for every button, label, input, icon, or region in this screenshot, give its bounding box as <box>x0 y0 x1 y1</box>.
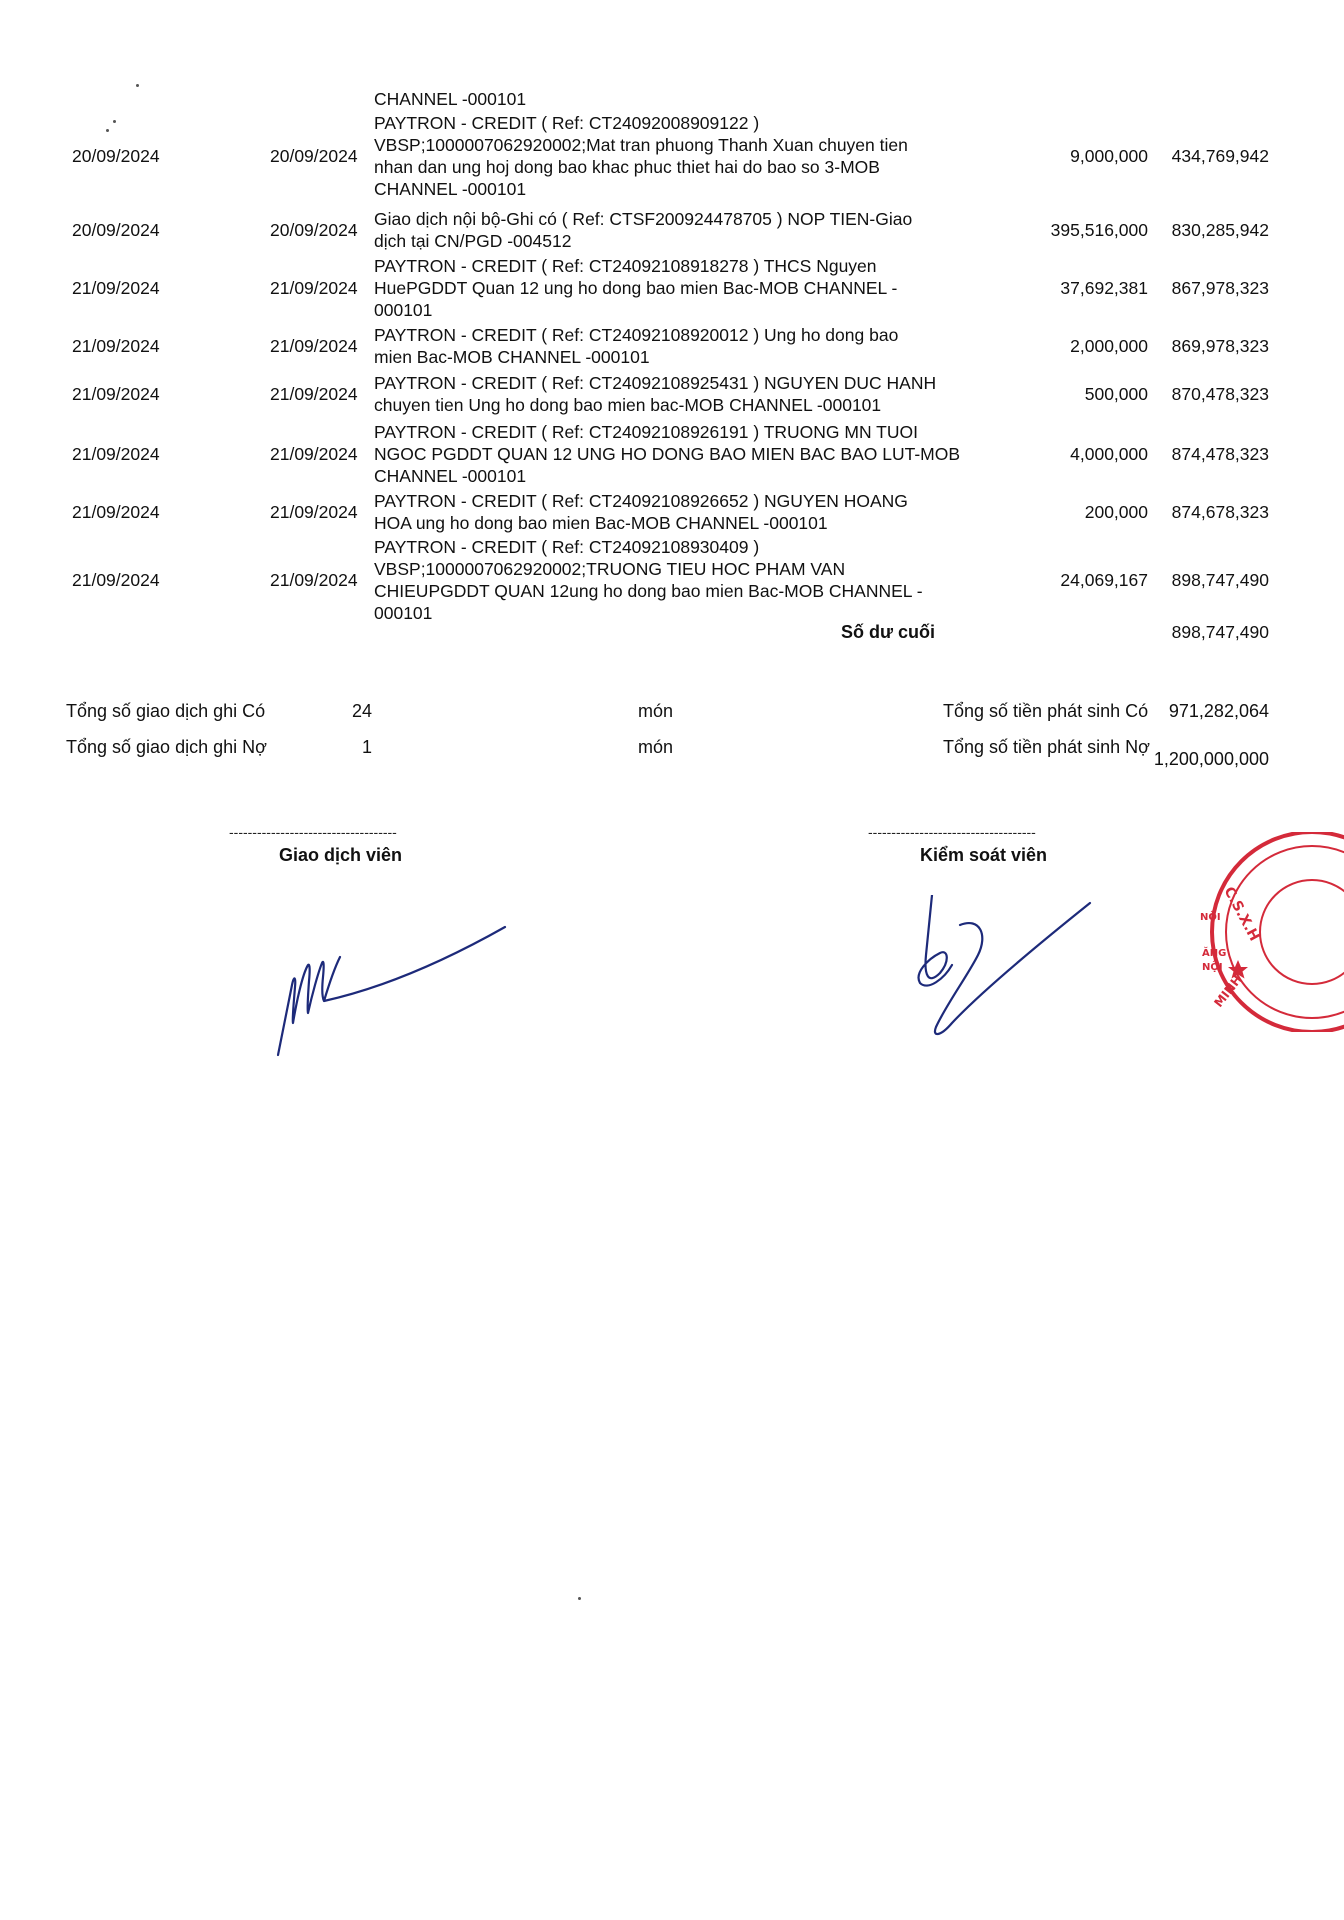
transaction-description <box>374 112 934 200</box>
closing-balance-value: 898,747,490 <box>1171 622 1269 642</box>
stamp-text-left-1: NỘI <box>1200 912 1221 923</box>
description-line: PAYTRON - CREDIT ( Ref: CT24092108920012 ) Ung ho dong bao <box>374 325 899 345</box>
description-line: 000101 <box>374 603 433 623</box>
description-line: PAYTRON - CREDIT ( Ref: CT24092108925431 ) NGUYEN DUC HANH <box>374 373 937 393</box>
debit-count: 1 <box>362 737 373 757</box>
posting-date: 21/09/2024 <box>72 444 160 464</box>
transaction-description <box>374 324 934 368</box>
credit-amount: 500,000 <box>1084 384 1148 404</box>
posting-date: 21/09/2024 <box>72 278 160 298</box>
transaction-row <box>0 254 1344 322</box>
running-balance: 830,285,942 <box>1171 220 1269 240</box>
credit-total-label: Tổng số tiền phát sinh Có <box>943 701 1149 721</box>
description-line: nhan dan ung hoj dong bao khac phuc thiet hai do bao so 3-MOB <box>374 157 880 177</box>
value-date: 21/09/2024 <box>270 444 358 464</box>
controller-label: Kiểm soát viên <box>920 845 1048 865</box>
stamp-text-left-3: NỘI <box>1202 962 1223 973</box>
credit-amount: 9,000,000 <box>1070 146 1148 166</box>
description-line: CHIEUPGDDT QUAN 12ung ho dong bao mien Bac-MOB CHANNEL - <box>374 581 923 601</box>
value-date: 21/09/2024 <box>270 336 358 356</box>
credit-amount: 24,069,167 <box>1060 570 1148 590</box>
description-line: NGOC PGDDT QUAN 12 UNG HO DONG BAO MIEN BAC BAO LUT-MOB <box>374 444 961 464</box>
carry-over-line: CHANNEL -000101 <box>374 89 527 109</box>
debit-count-label: Tổng số giao dịch ghi Nợ <box>66 737 267 757</box>
description-line: PAYTRON - CREDIT ( Ref: CT24092108918278 ) THCS Nguyen <box>374 256 877 276</box>
description-line: chuyen tien Ung ho dong bao mien bac-MOB CHANNEL -000101 <box>374 395 882 415</box>
description-line: PAYTRON - CREDIT ( Ref: CT24092108930409 ) <box>374 537 760 557</box>
value-date: 20/09/2024 <box>270 220 358 240</box>
transaction-description <box>374 372 937 416</box>
posting-date: 20/09/2024 <box>72 146 160 166</box>
transaction-row <box>0 324 1344 368</box>
debit-total: 1,200,000,000 <box>1153 749 1269 769</box>
value-date: 21/09/2024 <box>270 502 358 522</box>
posting-date: 21/09/2024 <box>72 384 160 404</box>
credit-amount: 200,000 <box>1084 502 1148 522</box>
scan-speck <box>578 1597 581 1600</box>
bank-stamp <box>1180 832 1344 1032</box>
transaction-row <box>0 490 1344 534</box>
running-balance: 874,478,323 <box>1171 444 1269 464</box>
scan-speck <box>106 129 109 132</box>
description-line: VBSP;1000007062920002;Mat tran phuong Thanh Xuan chuyen tien <box>374 135 908 155</box>
description-line: CHANNEL -000101 <box>374 179 527 199</box>
stamp-text-left-2: ĂNG <box>1202 948 1227 959</box>
transaction-description <box>374 255 934 321</box>
running-balance: 869,978,323 <box>1171 336 1269 356</box>
transaction-row <box>0 420 1344 488</box>
transaction-description <box>374 208 934 252</box>
description-line: HOA ung ho dong bao mien Bac-MOB CHANNEL -000101 <box>374 513 828 533</box>
value-date: 21/09/2024 <box>270 384 358 404</box>
description-line: CHANNEL -000101 <box>374 466 527 486</box>
debit-unit: món <box>638 737 674 757</box>
posting-date: 20/09/2024 <box>72 220 160 240</box>
description-line: PAYTRON - CREDIT ( Ref: CT24092108926652 ) NGUYEN HOANG <box>374 491 908 511</box>
teller-signature <box>270 905 510 1065</box>
transaction-description <box>374 536 934 624</box>
credit-count: 24 <box>352 701 373 721</box>
running-balance: 898,747,490 <box>1171 570 1269 590</box>
running-balance: 874,678,323 <box>1171 502 1269 522</box>
description-line: HuePGDDT Quan 12 ung ho dong bao mien Bac-MOB CHANNEL - <box>374 278 898 298</box>
description-line: dịch tại CN/PGD -004512 <box>374 231 572 251</box>
posting-date: 21/09/2024 <box>72 570 160 590</box>
transaction-row <box>0 372 1344 416</box>
description-line: mien Bac-MOB CHANNEL -000101 <box>374 347 650 367</box>
credit-amount: 395,516,000 <box>1050 220 1148 240</box>
teller-signature-line: ------------------------------------ <box>229 824 397 840</box>
running-balance: 870,478,323 <box>1171 384 1269 404</box>
teller-label: Giao dịch viên <box>279 845 403 865</box>
transaction-description <box>374 490 934 534</box>
value-date: 20/09/2024 <box>270 146 358 166</box>
description-line: 000101 <box>374 300 433 320</box>
running-balance: 434,769,942 <box>1171 146 1269 166</box>
description-line: PAYTRON - CREDIT ( Ref: CT24092008909122 ) <box>374 113 760 133</box>
description-line: VBSP;1000007062920002;TRUONG TIEU HOC PHAM VAN <box>374 559 846 579</box>
description-line: Giao dịch nội bộ-Ghi có ( Ref: CTSF200924478705 ) NOP TIEN-Giao <box>374 209 913 229</box>
stamp-text-top: C.S.X.H <box>1220 884 1263 944</box>
value-date: 21/09/2024 <box>270 278 358 298</box>
credit-amount: 2,000,000 <box>1070 336 1148 356</box>
description-line: PAYTRON - CREDIT ( Ref: CT24092108926191 ) TRUONG MN TUOI <box>374 422 918 442</box>
controller-signature <box>900 895 1100 1055</box>
posting-date: 21/09/2024 <box>72 336 160 356</box>
scan-speck <box>113 120 116 123</box>
credit-unit: món <box>638 701 674 721</box>
closing-balance-label: Số dư cuối <box>841 622 936 642</box>
transaction-row <box>0 536 1344 624</box>
transaction-row <box>0 110 1344 202</box>
transaction-row <box>0 208 1344 252</box>
posting-date: 21/09/2024 <box>72 502 160 522</box>
controller-signature-line: ------------------------------------ <box>868 824 1036 840</box>
credit-amount: 37,692,381 <box>1060 278 1148 298</box>
transaction-description <box>374 421 961 487</box>
value-date: 21/09/2024 <box>270 570 358 590</box>
scan-speck <box>136 84 139 87</box>
credit-amount: 4,000,000 <box>1070 444 1148 464</box>
credit-total: 971,282,064 <box>1168 701 1269 721</box>
running-balance: 867,978,323 <box>1171 278 1269 298</box>
credit-count-label: Tổng số giao dịch ghi Có <box>66 701 266 721</box>
debit-total-label: Tổng số tiền phát sinh Nợ <box>943 737 1150 757</box>
stamp-text-bottom: MINH <box>1211 972 1245 1010</box>
